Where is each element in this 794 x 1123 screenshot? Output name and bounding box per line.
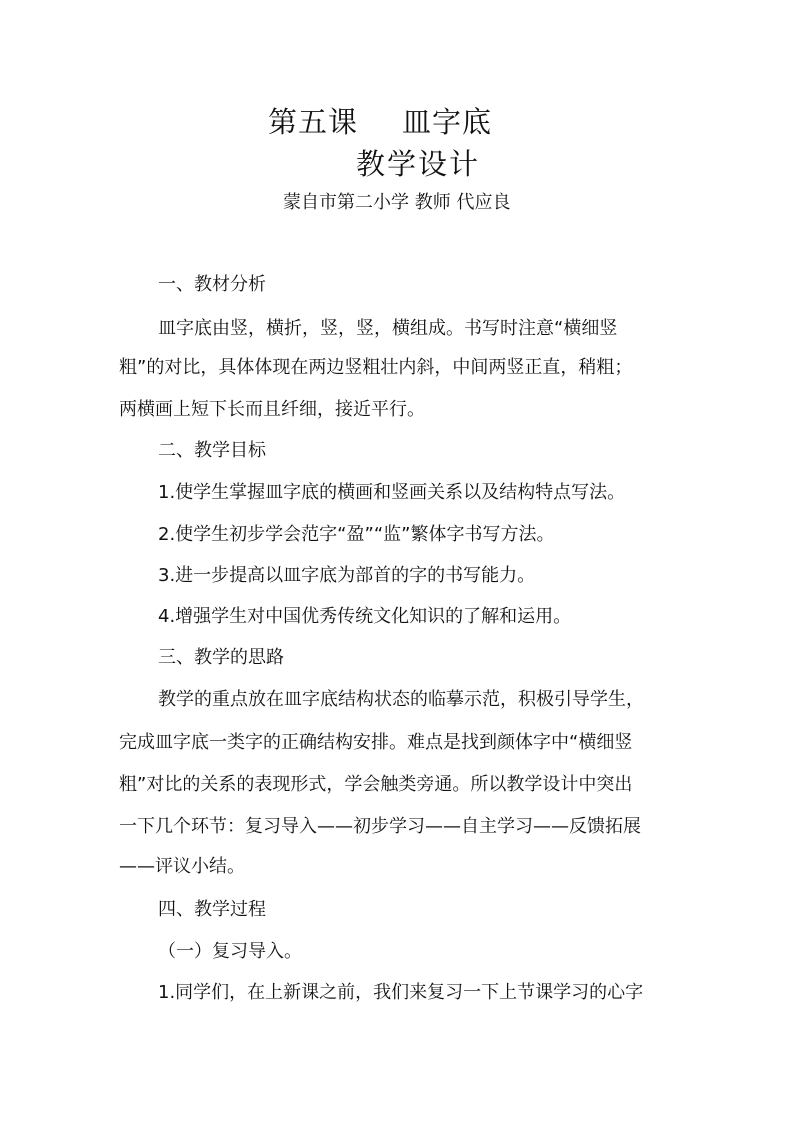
subsection-heading: （一）复习导入。	[158, 941, 302, 962]
paragraph-line: 教学的重点放在皿字底结构状态的临摹示范，积极引导学生，	[158, 689, 644, 710]
section-heading-goals: 二、教学目标	[158, 440, 266, 461]
lesson-title	[268, 100, 492, 141]
goal-item: 4.增强学生对中国优秀传统文化知识的了解和运用。	[158, 606, 572, 627]
paragraph-line: ——评议小结。	[119, 856, 245, 877]
section-heading-analysis: 一、教材分析	[158, 274, 266, 295]
lesson-number: 第五课	[268, 105, 359, 139]
lesson-subtitle: 教学设计	[356, 147, 481, 181]
goal-item: 1.使学生掌握皿字底的横画和竖画关系以及结构特点写法。	[158, 482, 626, 503]
paragraph-line: 1.同学们，在上新课之前，我们来复习一下上节课学习的心字	[158, 982, 644, 1003]
paragraph-line: 两横画上短下长而且纤细，接近平行。	[119, 399, 425, 420]
paragraph-line: 粗”的对比，具体体现在两边竖粗壮内斜，中间两竖正直，稍粗；	[119, 357, 633, 378]
section-heading-approach: 三、教学的思路	[158, 647, 284, 668]
lesson-radical: 皿字底	[402, 105, 493, 139]
goal-item: 2.使学生初步学会范字“盈”“监”繁体字书写方法。	[158, 524, 555, 545]
paragraph-line: 完成皿字底一类字的正确结构安排。难点是找到颜体字中“横细竖	[119, 732, 633, 753]
paragraph-line: 粗”对比的关系的表现形式，学会触类旁通。所以教学设计中突出	[119, 774, 633, 795]
section-heading-process: 四、教学过程	[158, 899, 266, 920]
paragraph-line: 一下几个环节：复习导入——初步学习——自主学习——反馈拓展	[119, 816, 641, 837]
author-line: 蒙自市第二小学 教师 代应良	[283, 192, 511, 213]
paragraph-line: 皿字底由竖，横折，竖，竖，横组成。书写时注意“横细竖	[158, 318, 618, 339]
goal-item: 3.进一步提高以皿字底为部首的字的书写能力。	[158, 565, 536, 586]
